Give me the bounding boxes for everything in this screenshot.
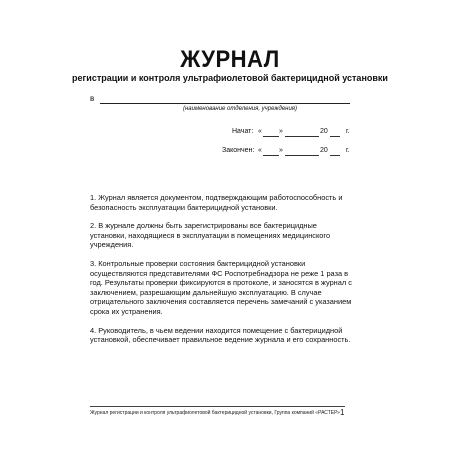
footer-text: Журнал регистрации и контроля ультрафиолетовой бактерицидной установки, Группа компаний «РАСТЕР» [90,410,340,416]
start-month-blank [285,136,319,137]
end-date-label: Закончен: [222,147,255,154]
organization-caption: (наименование отделения, учреждения) [183,106,297,112]
end-year-prefix: 20 [320,147,328,154]
end-quote-open: « [258,147,262,154]
end-year-suffix: г. [346,147,350,154]
journal-title: ЖУРНАЛ [180,46,280,73]
journal-subtitle: регистрации и контроля ультрафиолетовой бактерицидной установки [72,73,388,83]
rule-item: 4. Руководитель, в чьем ведении находится помещение с бактерицидной установкой, обеспечивает правильное ведение журнала и его сохранность. [90,325,351,345]
start-date-label: Начат: [232,128,254,135]
rule-item: 2. В журнале должны быть зарегистрированы все бактерицидные установки, находящиеся в эксплуатации в помещениях медицинского учреждения. [90,221,331,250]
start-year-prefix: 20 [320,128,328,135]
start-year-blank [330,136,340,137]
page-number: 1 [340,408,345,417]
start-quote-close: » [279,128,283,135]
rules-list [90,193,355,354]
end-date-row [220,147,360,159]
start-year-suffix: г. [346,128,350,135]
start-quote-open: « [258,128,262,135]
organization-prefix: в [90,94,95,103]
footer-divider [90,406,345,407]
organization-blank-line [100,103,350,104]
rule-item: 3. Контрольные проверки состояния бактерицидной установки осуществляются представителями ФС Роспотребнадзора не реже 1 раза в год. Результаты проверки фиксируются в протоколе, и заносятся в журнал с заключением, разрешающим дальнейшую эксплуатацию. В случае отрицательного заключения составляется перечень замечаний с указанием срока их устранения. [90,258,352,316]
rule-item: 1. Журнал является документом, подтверждающим работоспособность и безопасность эксплуатации бактерицидной установки. [90,193,343,212]
organization-field [90,94,350,106]
end-day-blank [263,155,279,156]
start-date-row [220,128,360,140]
end-year-blank [330,155,340,156]
start-day-blank [263,136,279,137]
end-quote-close: » [279,147,283,154]
end-month-blank [285,155,319,156]
